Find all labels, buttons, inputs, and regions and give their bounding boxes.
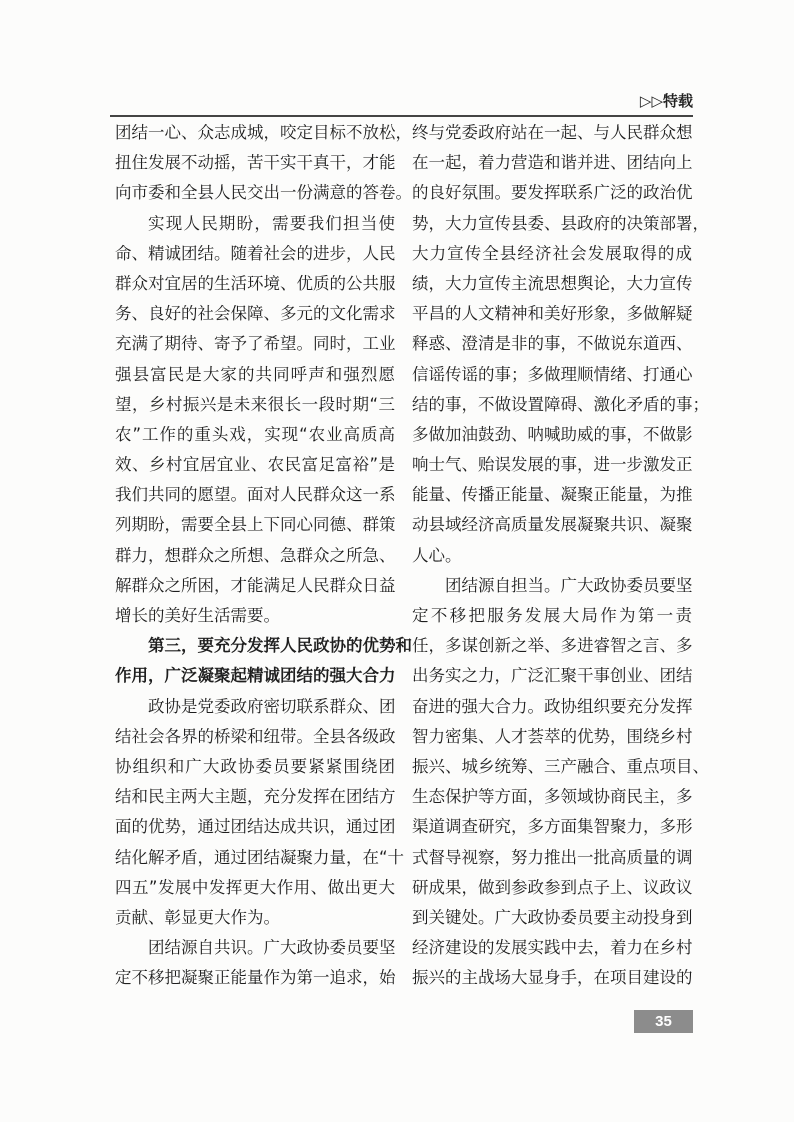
- text-line: 望，乡村振兴是未来很长一段时期“三: [115, 394, 395, 414]
- text-line: 贡献、彰显更大作为。: [115, 907, 280, 927]
- header-rule: [110, 115, 693, 117]
- text-line: 结社会各界的桥梁和纽带。全县各级政: [115, 726, 396, 746]
- text-line: 大力宣传全县经济社会发展取得的成: [412, 243, 692, 263]
- text-line: 生态保护等方面，多领域协商民主，多: [412, 787, 693, 807]
- text-line: 绩，大力宣传主流思想舆论，大力宣传: [412, 273, 693, 293]
- text-line: 的良好氛围。要发挥联系广泛的政治优: [412, 183, 693, 203]
- text-line: 强县富民是大家的共同呼声和强烈愿: [115, 364, 395, 384]
- text-line: 团结源自共识。广大政协委员要坚: [148, 938, 396, 958]
- text-line: 群众对宜居的生活环境、优质的公共服: [115, 273, 396, 293]
- text-line: 经济建设的发展实践中去，着力在乡村: [412, 938, 693, 958]
- text-line: 响士气、贻误发展的事，进一步激发正: [412, 455, 693, 475]
- text-line: 列期盼，需要全县上下同心同德、群策: [115, 515, 396, 535]
- text-line: 定不移把凝聚正能量作为第一追求，始: [115, 968, 396, 988]
- text-line: 效、乡村宜居宜业、农民富足富裕”是: [115, 455, 395, 475]
- section-label: ▷▷特载: [639, 92, 693, 110]
- text-line: 扭住发展不动摇，苦干实干真干，才能: [115, 153, 396, 173]
- text-line: 结的事，不做设置障碍、激化矛盾的事；: [412, 394, 709, 414]
- text-line: 智力密集、人才荟萃的优势，围绕乡村: [412, 726, 693, 746]
- text-line: 我们共同的愿望。面对人民群众这一系: [115, 485, 396, 505]
- paragraph: [115, 209, 395, 632]
- text-line: 出务实之力，广泛汇聚干事创业、团结: [412, 666, 693, 686]
- text-line: 在一起，着力营造和谐并进、团结向上: [412, 153, 693, 173]
- text-line: 第三，要充分发挥人民政协的优势和: [148, 636, 412, 656]
- paragraph: [115, 692, 405, 934]
- text-line: 增长的美好生活需要。: [115, 606, 280, 625]
- text-line: 研成果，做到参政参到点子上、议政议: [412, 877, 693, 897]
- text-line: 到关键处。广大政协委员要主动投身到: [412, 907, 693, 927]
- text-line: 务、良好的社会保障、多元的文化需求: [115, 304, 396, 324]
- text-line: 实现人民期盼，需要我们担当使: [148, 213, 395, 233]
- text-line: 向市委和全县人民交出一份满意的答卷。: [115, 183, 412, 203]
- right-column: [412, 118, 709, 993]
- paragraph: [412, 571, 709, 994]
- section-heading: [115, 631, 412, 691]
- text-line: 群力，想群众之所想、急群众之所急、: [115, 545, 396, 565]
- text-line: 任，多谋创新之举、多进睿智之言、多: [412, 636, 693, 656]
- paragraph: [412, 118, 709, 571]
- text-line: 奋进的强大合力。政协组织要充分发挥: [412, 696, 693, 716]
- text-line: 四五”发展中发挥更大作用、做出更大: [115, 877, 395, 897]
- text-line: 多做加油鼓劲、呐喊助威的事，不做影: [412, 424, 693, 444]
- text-line: 势，大力宣传县委、县政府的决策部署，: [412, 213, 709, 233]
- text-line: 信谣传谣的事；多做理顺情绪、打通心: [412, 364, 693, 384]
- text-line: 解群众之所困，才能满足人民群众日益: [115, 575, 396, 595]
- text-line: 面的优势，通过团结达成共识，通过团: [115, 817, 396, 837]
- text-line: 团结一心、众志成城，咬定目标不放松，: [115, 123, 412, 142]
- text-line: 动县域经济高质量发展凝聚共识、凝聚: [412, 515, 693, 535]
- text-line: 振兴、城乡统筹、三产融合、重点项目、: [412, 756, 709, 776]
- text-line: 终与党委政府站在一起、与人民群众想: [412, 123, 693, 142]
- text-line: 团结源自担当。广大政协委员要坚: [445, 575, 693, 595]
- left-column: [115, 118, 412, 993]
- text-line: 释惑、澄清是非的事，不做说东道西、: [412, 334, 693, 354]
- page-number: 35: [634, 1010, 693, 1033]
- text-line: 政协是党委政府密切联系群众、团: [148, 696, 396, 716]
- text-line: 渠道调查研究，多方面集智聚力，多形: [412, 817, 693, 837]
- text-line: 振兴的主战场大显身手，在项目建设的: [412, 968, 693, 988]
- text-line: 充满了期待、寄予了希望。同时，工业: [115, 334, 396, 354]
- text-line: 式督导视察，努力推出一批高质量的调: [412, 847, 693, 867]
- text-line: 人心。: [412, 545, 462, 565]
- text-line: 结和民主两大主题，充分发挥在团结方: [115, 787, 396, 807]
- text-line: 作用，广泛凝聚起精诚团结的强大合力: [115, 666, 396, 686]
- text-line: 结化解矛盾，通过团结凝聚力量，在“十: [115, 847, 405, 867]
- text-line: 命、精诚团结。随着社会的进步，人民: [115, 243, 396, 263]
- text-line: 协组织和广大政协委员要紧紧围绕团: [115, 756, 395, 776]
- text-line: 定不移把服务发展大局作为第一责: [412, 606, 692, 625]
- text-line: 平昌的人文精神和美好形象，多做解疑: [412, 304, 693, 324]
- paragraph: [115, 933, 395, 993]
- text-line: 能量、传播正能量、凝聚正能量，为推: [412, 485, 693, 505]
- paragraph: [115, 118, 412, 209]
- text-line: 农”工作的重头戏，实现“农业高质高: [115, 424, 395, 444]
